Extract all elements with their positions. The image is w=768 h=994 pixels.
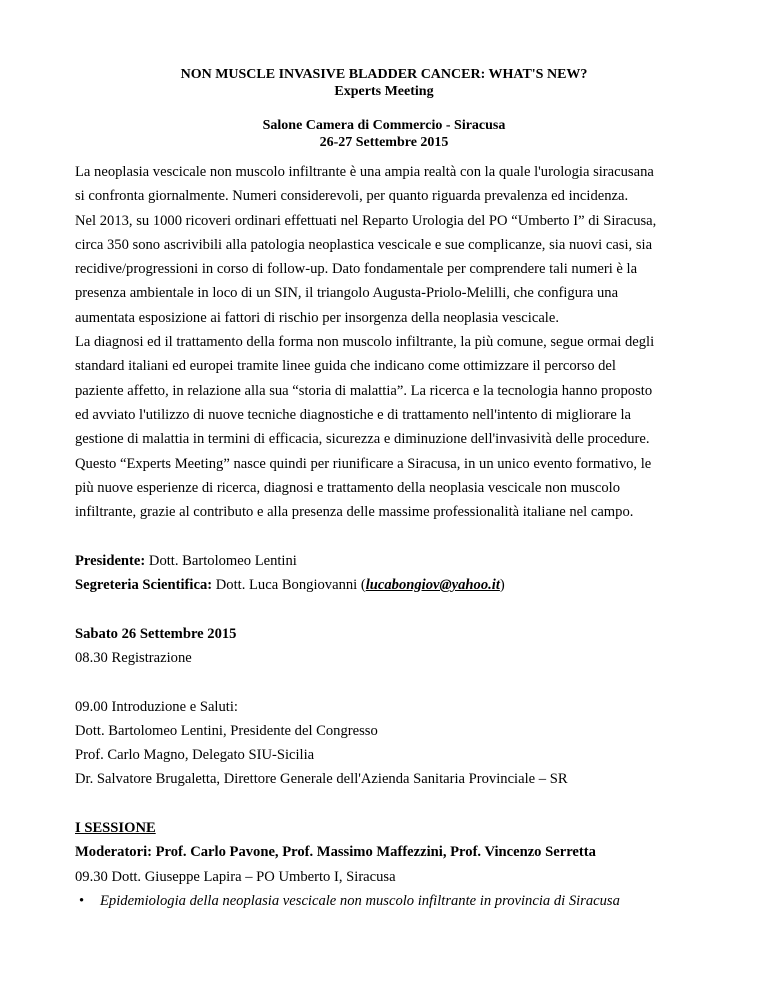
- intro-line: recidive/progressioni in corso di follow-up. Dato fondamentale per comprendere tali numeri è la: [75, 261, 638, 278]
- title-line-2: Experts Meeting: [334, 84, 434, 99]
- intro-line: presenza ambientale in loco di un SIN, il triangolo Augusta-Priolo-Melilli, che configura una: [75, 285, 619, 302]
- president-label: Presidente:: [75, 552, 146, 569]
- venue-line-1: Salone Camera di Commercio - Siracusa: [262, 118, 506, 133]
- session-moderators: Moderatori: Prof. Carlo Pavone, Prof. Massimo Maffezzini, Prof. Vincenzo Serretta: [75, 844, 596, 861]
- greeting-item: Dr. Salvatore Brugaletta, Direttore Generale dell'Azienda Sanitaria Provinciale – SR: [75, 771, 568, 788]
- intro-line: ed avviato l'utilizzo di nuove tecniche diagnostiche e di trattamento nell'intento di migliorare la: [75, 406, 631, 423]
- spacer: [75, 670, 695, 694]
- title-line-1: NON MUSCLE INVASIVE BLADDER CANCER: WHAT'S NEW?: [180, 67, 588, 82]
- document-body: [75, 160, 695, 913]
- registration-line: 08.30 Registrazione: [75, 649, 192, 666]
- greeting-item: Dott. Bartolomeo Lentini, Presidente del Congresso: [75, 722, 378, 739]
- intro-line: più nuove esperienze di ricerca, diagnosi e trattamento della neoplasia vescicale non muscolo: [75, 479, 621, 496]
- intro-line: si confronta giornalmente. Numeri considerevoli, per quanto riguarda prevalenza ed incidenza.: [75, 188, 629, 205]
- day-heading: Sabato 26 Settembre 2015: [75, 625, 237, 642]
- president-line: [75, 549, 695, 573]
- secretary-label: Segreteria Scientifica:: [75, 577, 213, 594]
- talk-time-speaker: 09.30 Dott. Giuseppe Lapira – PO Umberto I, Siracusa: [75, 868, 396, 885]
- intro-line: circa 350 sono ascrivibili alla patologia neoplastica vescicale e sue complicanze, sia nuovi casi, sia: [75, 236, 653, 253]
- president-name: Dott. Bartolomeo Lentini: [145, 552, 297, 569]
- intro-line: standard italiani ed europei tramite linee guida che indicano come ottimizzare il percorso del: [75, 358, 616, 375]
- intro-greetings-heading: 09.00 Introduzione e Saluti:: [75, 698, 238, 715]
- intro-line: La diagnosi ed il trattamento della forma non muscolo infiltrante, la più comune, segue ormai degli: [75, 334, 655, 351]
- intro-line: paziente affetto, in relazione alla sua “storia di malattia”. La ricerca e la tecnologia hanno proposto: [75, 382, 653, 399]
- intro-line: Nel 2013, su 1000 ricoveri ordinari effettuati nel Reparto Urologia del PO “Umberto I” di Siracusa,: [75, 212, 657, 229]
- document-title: [0, 66, 768, 100]
- intro-line: gestione di malattia in termini di efficacia, sicurezza e diminuzione dell'invasività delle procedure.: [75, 431, 650, 448]
- session-title: I SESSIONE: [75, 820, 156, 837]
- secretary-close-paren: ): [499, 577, 505, 594]
- intro-line: infiltrante, grazie al contributo e alla presenza delle massime professionalità italiane nel campo.: [75, 504, 634, 521]
- secretary-name: Dott. Luca Bongiovanni (: [212, 577, 366, 594]
- talk-title-bullet: [75, 889, 695, 913]
- venue-block: [0, 117, 768, 151]
- greeting-item: Prof. Carlo Magno, Delegato SIU-Sicilia: [75, 747, 315, 764]
- intro-line: Questo “Experts Meeting” nasce quindi per riunificare a Siracusa, in un unico evento formativo, le: [75, 455, 652, 472]
- spacer: [75, 792, 695, 816]
- intro-paragraph: [75, 160, 695, 524]
- intro-line: La neoplasia vescicale non muscolo infiltrante è una ampia realtà con la quale l'urologia siracusana: [75, 164, 654, 180]
- spacer: [75, 597, 695, 621]
- bullet-icon: •: [79, 892, 85, 909]
- venue-line-2: 26-27 Settembre 2015: [319, 135, 449, 150]
- spacer: [75, 524, 695, 548]
- secretary-email-link[interactable]: lucabongiov@yahoo.it: [365, 577, 500, 594]
- intro-line: aumentata esposizione ai fattori di rischio per insorgenza della neoplasia vescicale.: [75, 309, 559, 326]
- secretary-line: [75, 573, 695, 597]
- talk-title: Epidemiologia della neoplasia vescicale non muscolo infiltrante in provincia di Siracusa: [100, 892, 620, 909]
